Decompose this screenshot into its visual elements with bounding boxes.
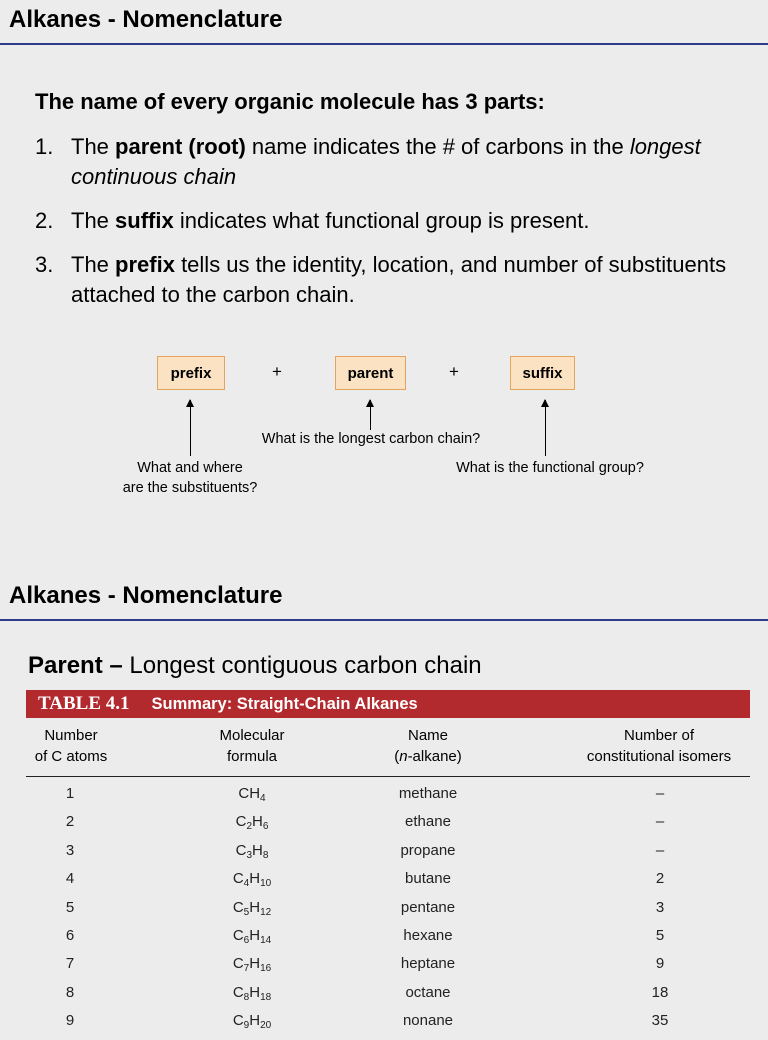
column-header: Number of constitutional isomers bbox=[586, 727, 732, 765]
list-text: The parent (root) name indicates the # of carbons in the longest continuous chain bbox=[71, 134, 701, 189]
header-rule bbox=[26, 776, 750, 777]
section-heading: The name of every organic molecule has 3 parts: bbox=[35, 89, 545, 114]
carbon-count: 6 bbox=[65, 927, 75, 944]
table-row bbox=[0, 955, 768, 983]
table-caption bbox=[26, 690, 750, 718]
alkane-name: hexane bbox=[403, 927, 453, 944]
column-header: Number of C atoms bbox=[34, 727, 108, 765]
table-row bbox=[0, 870, 768, 898]
parent-definition: Parent – Longest contiguous carbon chain bbox=[28, 652, 482, 679]
alkane-name: octane bbox=[405, 983, 451, 1001]
table-row bbox=[0, 899, 768, 927]
molecular-formula: $C_3H_8$ bbox=[235, 841, 269, 861]
alkane-name: methane bbox=[398, 785, 458, 802]
isomer-count: 35 bbox=[651, 1012, 669, 1030]
molecular-formula: $C_4H_{10}$ bbox=[232, 870, 272, 890]
suffix-box: suffix bbox=[510, 356, 575, 390]
slide-title: Alkanes - Nomenclature bbox=[9, 6, 283, 33]
molecular-formula: $CH_4$ bbox=[238, 785, 266, 804]
molecular-formula: $C_7H_{16}$ bbox=[232, 955, 272, 975]
isomer-count: 3 bbox=[655, 898, 665, 916]
table-row bbox=[0, 927, 768, 955]
arrow-up-icon bbox=[370, 400, 371, 430]
isomer-count: 9 bbox=[655, 955, 665, 973]
table-row bbox=[0, 785, 768, 813]
alkane-name: propane bbox=[400, 841, 456, 859]
molecular-formula: $C_8H_{18}$ bbox=[232, 983, 272, 1003]
column-header: Molecular formula bbox=[219, 727, 285, 765]
plus-sign: + bbox=[272, 362, 282, 381]
molecular-formula: $C_9H_{20}$ bbox=[232, 1012, 272, 1032]
column-header: Name (n-alkane) bbox=[394, 727, 462, 765]
carbon-count: 7 bbox=[65, 955, 75, 973]
table-row bbox=[0, 984, 768, 1012]
prefix-caption: What and where are the substituents? bbox=[122, 460, 258, 496]
carbon-count: 8 bbox=[65, 983, 75, 1001]
parent-caption: What is the longest carbon chain? bbox=[261, 431, 481, 447]
carbon-count: 5 bbox=[65, 898, 75, 916]
carbon-count: 2 bbox=[65, 813, 75, 831]
suffix-caption: What is the functional group? bbox=[456, 460, 644, 476]
isomer-count: 5 bbox=[655, 927, 665, 944]
slide-title: Alkanes - Nomenclature bbox=[9, 582, 283, 609]
table-row bbox=[0, 1012, 768, 1040]
title-rule bbox=[0, 619, 768, 621]
alkane-name: heptane bbox=[400, 955, 456, 973]
carbon-count: 4 bbox=[65, 870, 75, 888]
list-text: The suffix indicates what functional group is present. bbox=[71, 208, 590, 233]
list-number: 3. bbox=[35, 252, 54, 277]
arrow-up-icon bbox=[545, 400, 546, 456]
plus-sign: + bbox=[449, 362, 459, 381]
list-number: 1. bbox=[35, 134, 54, 159]
isomer-count: – bbox=[655, 813, 665, 831]
arrow-up-icon bbox=[190, 400, 191, 456]
carbon-count: 9 bbox=[65, 1012, 75, 1030]
isomer-count: 2 bbox=[655, 870, 665, 888]
isomer-count: – bbox=[655, 785, 665, 802]
isomer-count: – bbox=[655, 841, 665, 859]
slide-2 bbox=[0, 576, 768, 1032]
table-row bbox=[0, 813, 768, 841]
isomer-count: 18 bbox=[651, 983, 669, 1001]
table-number: TABLE 4.1 bbox=[38, 693, 130, 714]
title-rule bbox=[0, 43, 768, 45]
carbon-count: 1 bbox=[65, 785, 75, 802]
alkane-name: ethane bbox=[405, 813, 451, 831]
table-title: Summary: Straight-Chain Alkanes bbox=[151, 694, 418, 713]
alkane-name: pentane bbox=[400, 898, 456, 916]
alkane-name: nonane bbox=[402, 1012, 454, 1030]
prefix-box: prefix bbox=[157, 356, 225, 390]
list-text: The prefix tells us the identity, location, and number of substituents attached to the carbon chain. bbox=[71, 252, 727, 307]
molecular-formula: $C_2H_6$ bbox=[235, 813, 269, 833]
molecular-formula: $C_5H_{12}$ bbox=[232, 898, 272, 918]
parent-box: parent bbox=[335, 356, 406, 390]
list-number: 2. bbox=[35, 208, 54, 233]
table-row bbox=[0, 842, 768, 870]
alkane-name: butane bbox=[405, 870, 451, 888]
carbon-count: 3 bbox=[65, 841, 75, 859]
molecular-formula: $C_6H_{14}$ bbox=[232, 927, 272, 946]
